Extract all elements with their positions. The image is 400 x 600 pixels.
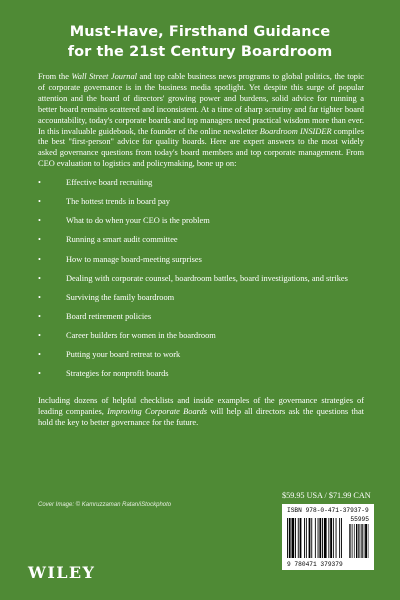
topic-item <box>38 331 364 350</box>
bullet-icon: • <box>38 216 41 226</box>
barcode-bar <box>298 518 299 558</box>
topic-label: Running a smart audit committee <box>66 235 178 245</box>
closing-text-1: Including dozens of helpful checklists and inside examples of the governance strategies of leading companies, <box>38 396 364 417</box>
intro-text-2: and top cable business news programs to global politics, the topic of corporate governance is in the business media spotlight. Yet despite this surge of popular attention and the board of directors' growing power and burdens, solid advice for running a better board remains scattered and inconsistent. At a time of sharp scrutiny and far tighter board accountability, today's corporate boards and top managers need practical wisdom more than ever. In this invaluable guidebook, the founder of the online newsletter <box>38 72 364 136</box>
barcode-bar <box>304 518 305 558</box>
barcode-bar <box>339 518 340 558</box>
barcode-bar <box>309 518 311 558</box>
description <box>38 72 364 429</box>
topic-item <box>38 312 364 331</box>
addon-bar <box>365 524 367 558</box>
barcode-bar <box>322 518 323 558</box>
closing-text-2: will help all directors ask the questions that hold the key to better governance for the future. <box>38 407 364 427</box>
barcode-bar <box>300 518 302 558</box>
bullet-icon: • <box>38 369 41 379</box>
cover-credit: Cover Image: © Kamruzzaman Ratan/iStockphoto <box>38 502 172 508</box>
barcode-image <box>287 518 369 560</box>
barcode-digits: 9 780471 379379 <box>287 561 343 568</box>
addon-bar <box>349 524 350 558</box>
price-addon-code: 55995 <box>350 516 369 523</box>
barcode-bar <box>289 518 291 558</box>
topic-item <box>38 216 364 235</box>
headline-line-1: Must-Have, Firsthand Guidance <box>69 24 331 40</box>
bullet-icon: • <box>38 330 41 340</box>
addon-bar <box>362 524 363 558</box>
wsj-title: Wall Street Journal <box>71 72 137 81</box>
barcode-bar <box>324 518 327 558</box>
topic-item <box>38 274 364 293</box>
addon-bar <box>364 524 365 558</box>
barcode-bar <box>328 518 329 558</box>
publisher-logo: WILEY <box>28 563 96 582</box>
barcode-bar <box>341 518 342 558</box>
topic-label: The hottest trends in board pay <box>66 197 170 207</box>
addon-bar <box>360 524 361 558</box>
topic-item <box>38 235 364 254</box>
topic-item <box>38 293 364 312</box>
topic-item <box>38 197 364 216</box>
barcode-panel <box>282 504 374 570</box>
topic-label: Dealing with corporate counsel, boardroom battles, board investigations, and strikes <box>66 273 348 283</box>
barcode-bar <box>318 518 319 558</box>
barcode-bar <box>330 518 332 558</box>
topic-label: What to do when your CEO is the problem <box>66 216 210 226</box>
topic-label: How to manage board-meeting surprises <box>66 254 202 264</box>
addon-bar <box>354 524 355 558</box>
barcode-bar <box>336 518 337 558</box>
barcode-bar <box>315 518 316 558</box>
topic-label: Effective board recruiting <box>66 178 153 188</box>
newsletter-title: Boardroom INSIDER <box>259 126 332 136</box>
addon-bar <box>358 524 359 558</box>
isbn-label: ISBN 978-0-471-37937-9 <box>287 507 369 514</box>
bullet-icon: • <box>38 273 41 283</box>
topic-item <box>38 255 364 274</box>
addon-bar <box>356 524 357 558</box>
bullet-icon: • <box>38 292 41 302</box>
bullet-icon: • <box>38 350 41 359</box>
bullet-icon: • <box>38 311 41 321</box>
book-title: Improving Corporate Boards <box>107 407 208 417</box>
barcode-bar <box>292 518 295 558</box>
barcode-bar <box>319 518 321 558</box>
headline-line-2: for the 21st Century Boardroom <box>67 44 333 60</box>
intro-text-1: From the <box>38 72 72 81</box>
barcode-bar <box>295 518 296 558</box>
bullet-icon: • <box>38 197 41 207</box>
intro-paragraph <box>38 72 364 170</box>
intro-text-3: compiles the best "first-person" advice for quality boards. Here are expert answers to the most widely asked governance questions from today's board members and top corporate management. From CEO evaluation to logistics and policymaking, bone up on: <box>38 126 364 169</box>
topic-item <box>38 178 364 197</box>
bullet-icon: • <box>38 178 41 188</box>
headline <box>0 22 400 62</box>
price-label: $59.95 USA / $71.99 CAN <box>282 491 371 500</box>
closing-paragraph <box>38 396 364 429</box>
topic-label: Putting your board retreat to work <box>66 350 181 359</box>
barcode-bar <box>311 518 312 558</box>
barcode-bar <box>287 518 288 558</box>
barcode-bar <box>333 518 334 558</box>
topic-label: Board retirement policies <box>66 311 152 321</box>
topic-list <box>38 178 364 388</box>
topic-label: Strategies for nonprofit boards <box>66 369 169 379</box>
addon-bar <box>352 524 353 558</box>
topic-label: Surviving the family boardroom <box>66 292 175 302</box>
addon-bar <box>361 524 362 558</box>
topic-item <box>38 369 364 388</box>
barcode-bar <box>306 518 307 558</box>
addon-bar <box>350 524 351 558</box>
bullet-icon: • <box>38 235 41 245</box>
topic-item <box>38 350 364 369</box>
bullet-icon: • <box>38 254 41 264</box>
topic-label: Career builders for women in the boardroom <box>66 330 216 340</box>
